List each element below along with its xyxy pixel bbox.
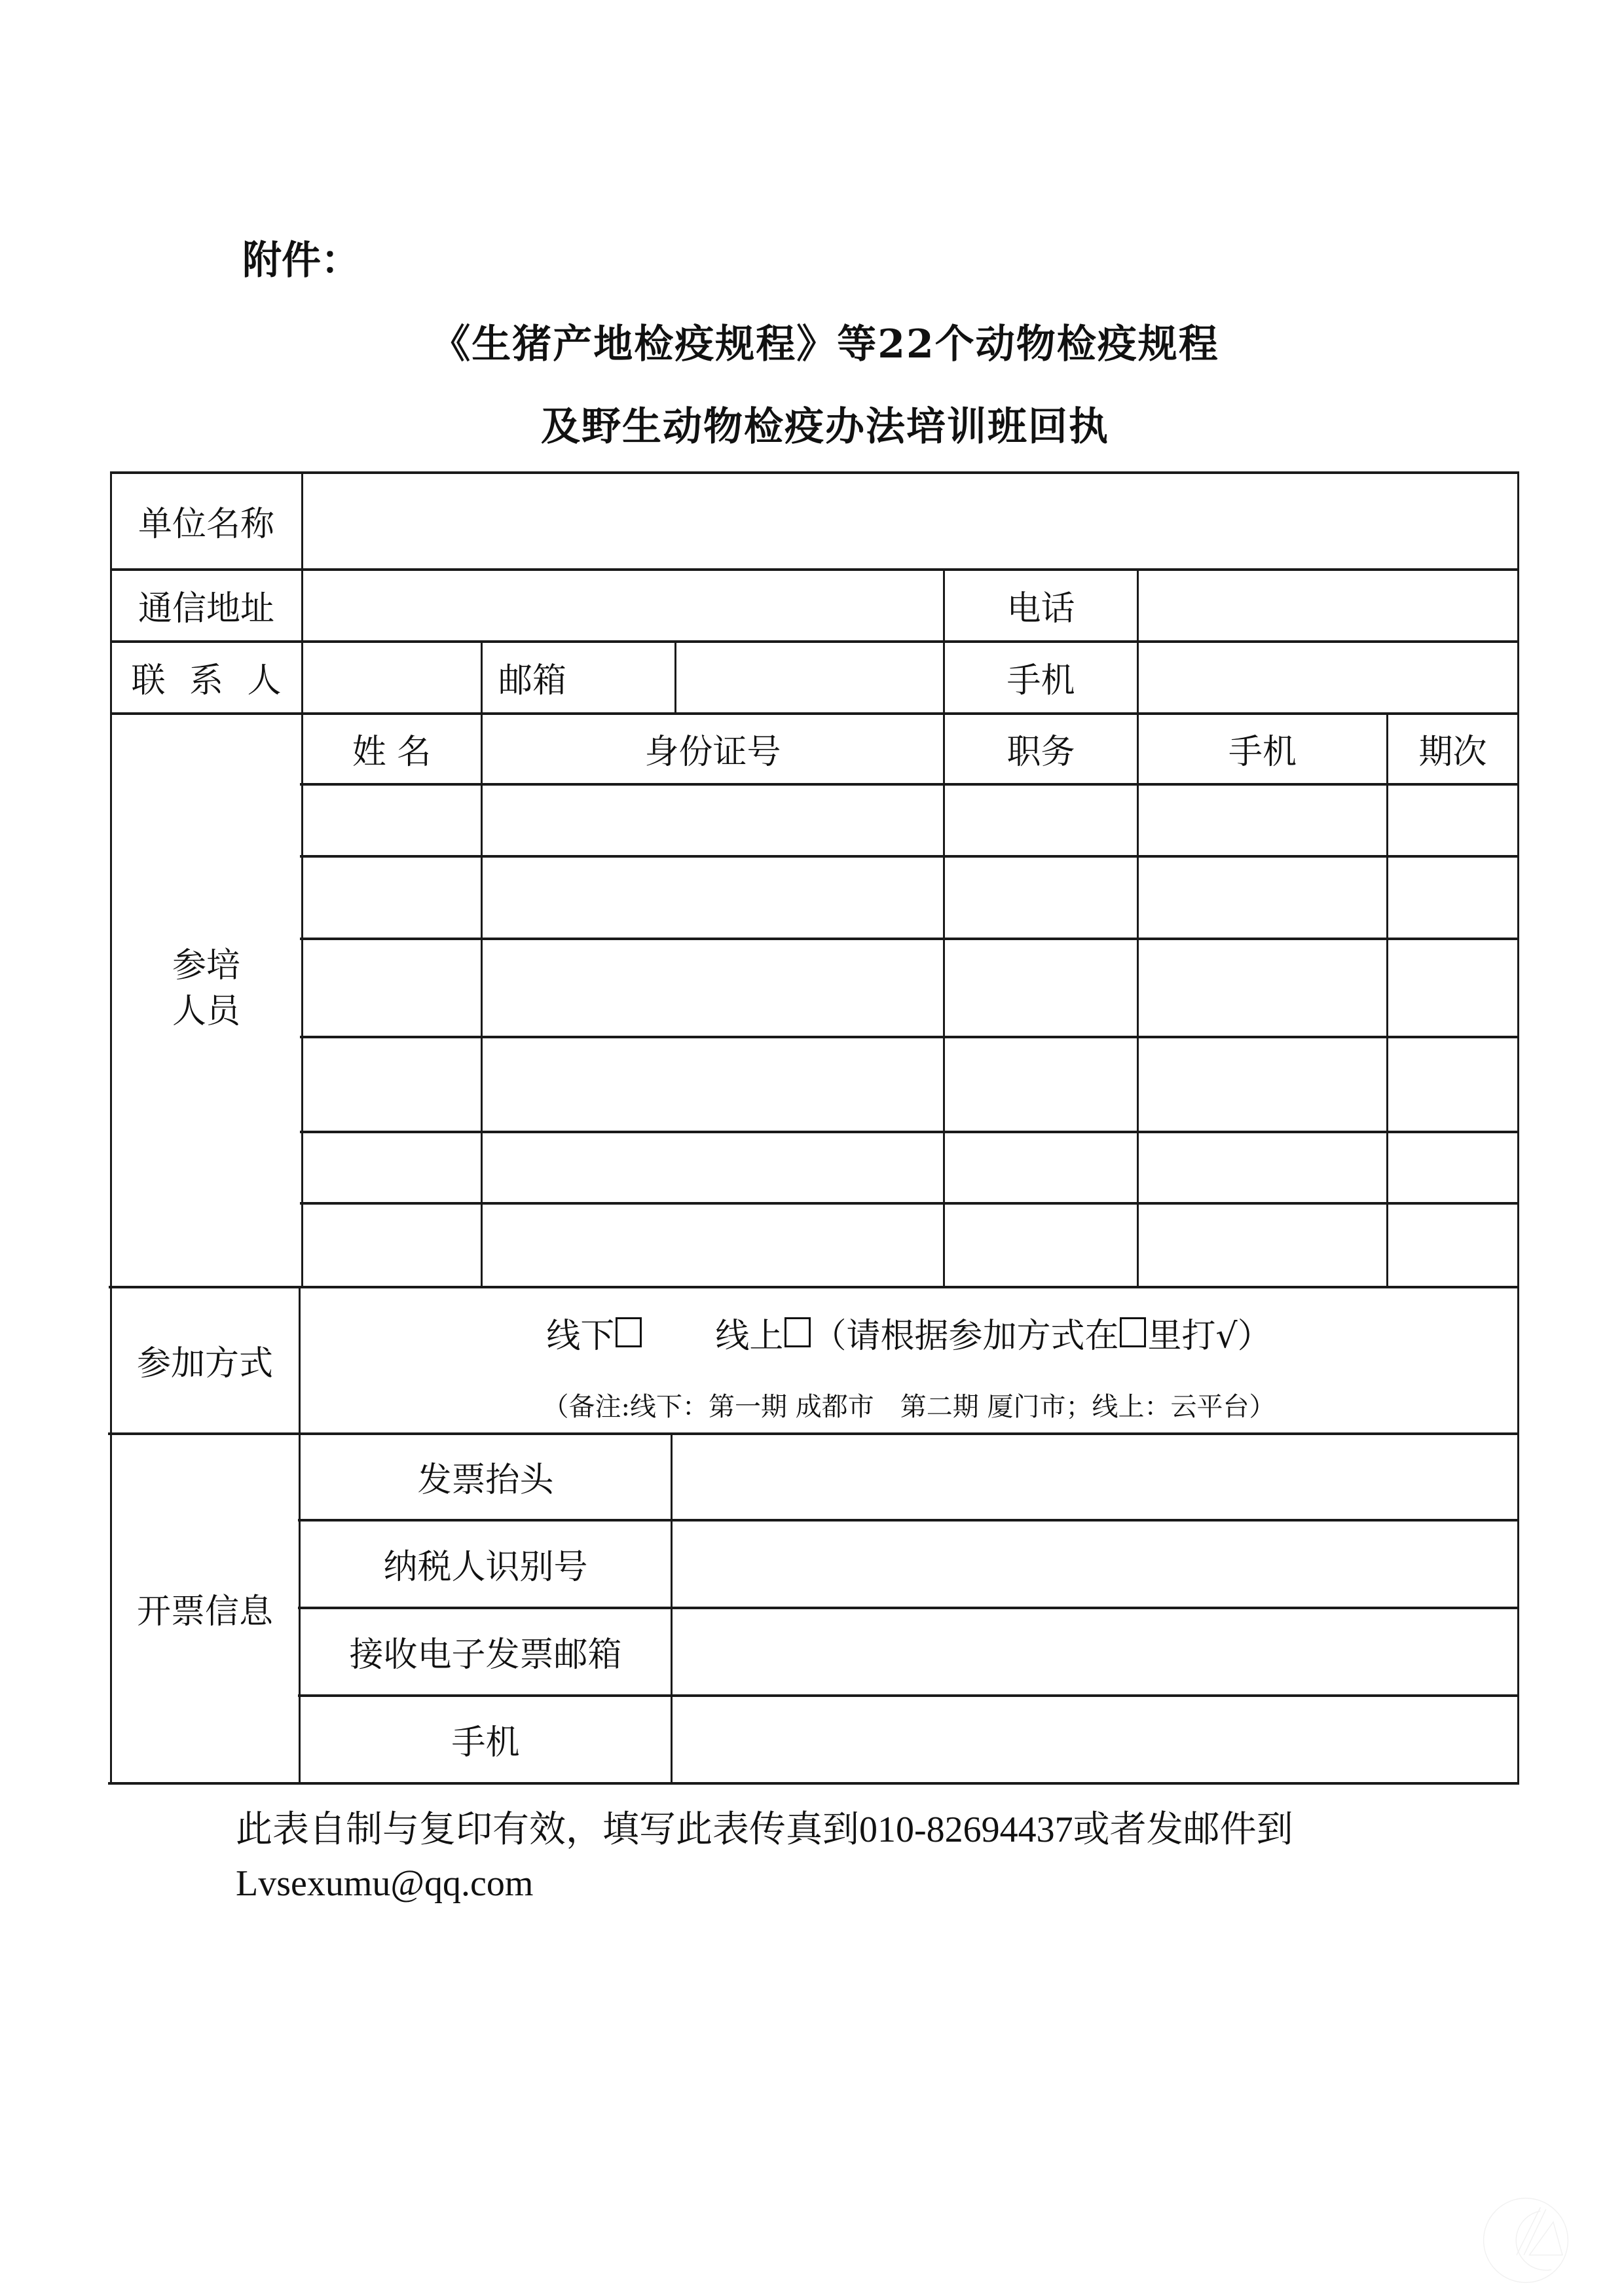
logo-watermark-icon [1480,2195,1572,2286]
participant-mobile-field[interactable] [1139,858,1385,936]
invoice-title-field[interactable] [673,1435,1516,1518]
email-label: 邮箱 [498,661,567,701]
mobile-label: 手机 [1006,661,1075,701]
footer-instruction: 此表自制与复印有效，填写此表传真到010-82694437或者发邮件到 [236,1810,1293,1850]
column-header-session: 期次 [1418,732,1487,772]
participant-name-field[interactable] [303,858,479,936]
table-border-right [1517,471,1519,1783]
participant-id-field[interactable] [483,1205,942,1285]
attendance-instruction-end: 里打√） [1147,1316,1272,1356]
col-divider [671,1432,673,1782]
participant-mobile-field[interactable] [1139,1205,1385,1285]
participant-mobile-field[interactable] [1139,1038,1385,1129]
row-divider [109,1286,1519,1288]
title-line-1: 《生猪产地检疫规程》等22个动物检疫规程 [431,321,1219,367]
footer-email: Lvsexumu@qq.com [236,1863,534,1904]
email-field[interactable] [676,643,942,711]
invoice-mobile-label: 手机 [451,1722,520,1762]
participant-position-field[interactable] [945,1133,1135,1201]
participant-session-field[interactable] [1388,858,1516,936]
attendance-label: 参加方式 [136,1343,273,1383]
mobile-field[interactable] [1139,643,1516,711]
checkbox-symbol [1120,1317,1146,1347]
participant-position-field[interactable] [945,940,1135,1034]
e-invoice-email-label: 接收电子发票邮箱 [349,1635,622,1675]
attendance-options [301,1303,1517,1362]
participant-session-field[interactable] [1388,940,1516,1034]
participant-position-field[interactable] [945,1038,1135,1129]
participant-mobile-field[interactable] [1139,940,1385,1034]
participant-session-field[interactable] [1388,786,1516,854]
participant-id-field[interactable] [483,1133,942,1201]
participant-position-field[interactable] [945,858,1135,936]
participant-id-field[interactable] [483,1038,942,1129]
participant-name-field[interactable] [303,786,479,854]
participant-id-field[interactable] [483,940,942,1034]
column-header-id-number: 身份证号 [644,732,781,772]
address-label: 通信地址 [138,589,274,629]
unit-name-label: 单位名称 [138,504,274,544]
participant-session-field[interactable] [1388,1038,1516,1129]
contact-label: 联 系 人 [131,661,282,701]
taxpayer-id-label: 纳税人识别号 [383,1547,588,1587]
participant-session-field[interactable] [1388,1205,1516,1285]
phone-label: 电话 [1006,589,1075,629]
participants-label-line1: 参培 [172,946,240,985]
participant-name-field[interactable] [303,1133,479,1201]
unit-name-field[interactable] [303,474,1516,567]
attendance-note: （备注:线下：第一期 成都市 第二期 厦门市；线上：云平台） [542,1391,1276,1422]
participant-mobile-field[interactable] [1139,1133,1385,1201]
column-header-name: 姓 名 [352,732,432,772]
taxpayer-id-field[interactable] [673,1522,1516,1605]
e-invoice-email-field[interactable] [673,1609,1516,1693]
participant-mobile-field[interactable] [1139,786,1385,854]
online-option-label: 线上 [715,1316,784,1356]
phone-field[interactable] [1139,571,1516,639]
participants-label-line2: 人员 [172,992,240,1031]
participant-session-field[interactable] [1388,1133,1516,1201]
contact-field[interactable] [303,643,479,711]
participant-position-field[interactable] [945,786,1135,854]
invoice-title-label: 发票抬头 [417,1460,554,1500]
participant-id-field[interactable] [483,858,942,936]
address-field[interactable] [303,571,942,639]
invoice-mobile-field[interactable] [673,1697,1516,1781]
attachment-label: 附件： [242,238,360,283]
title-line-2: 及野生动物检疫办法培训班回执 [541,404,1109,450]
participant-name-field[interactable] [303,1038,479,1129]
online-checkbox[interactable] [784,1317,811,1347]
attendance-instruction: （请根据参加方式在 [812,1316,1119,1356]
participant-position-field[interactable] [945,1205,1135,1285]
participant-id-field[interactable] [483,786,942,854]
column-header-mobile: 手机 [1228,732,1297,772]
offline-checkbox[interactable] [616,1317,642,1347]
participant-name-field[interactable] [303,940,479,1034]
table-border-bottom [108,1782,1519,1785]
participant-name-field[interactable] [303,1205,479,1285]
offline-option-label: 线下 [546,1316,615,1356]
participants-label [111,943,301,1034]
column-header-position: 职务 [1006,732,1075,772]
invoice-label: 开票信息 [136,1592,273,1631]
